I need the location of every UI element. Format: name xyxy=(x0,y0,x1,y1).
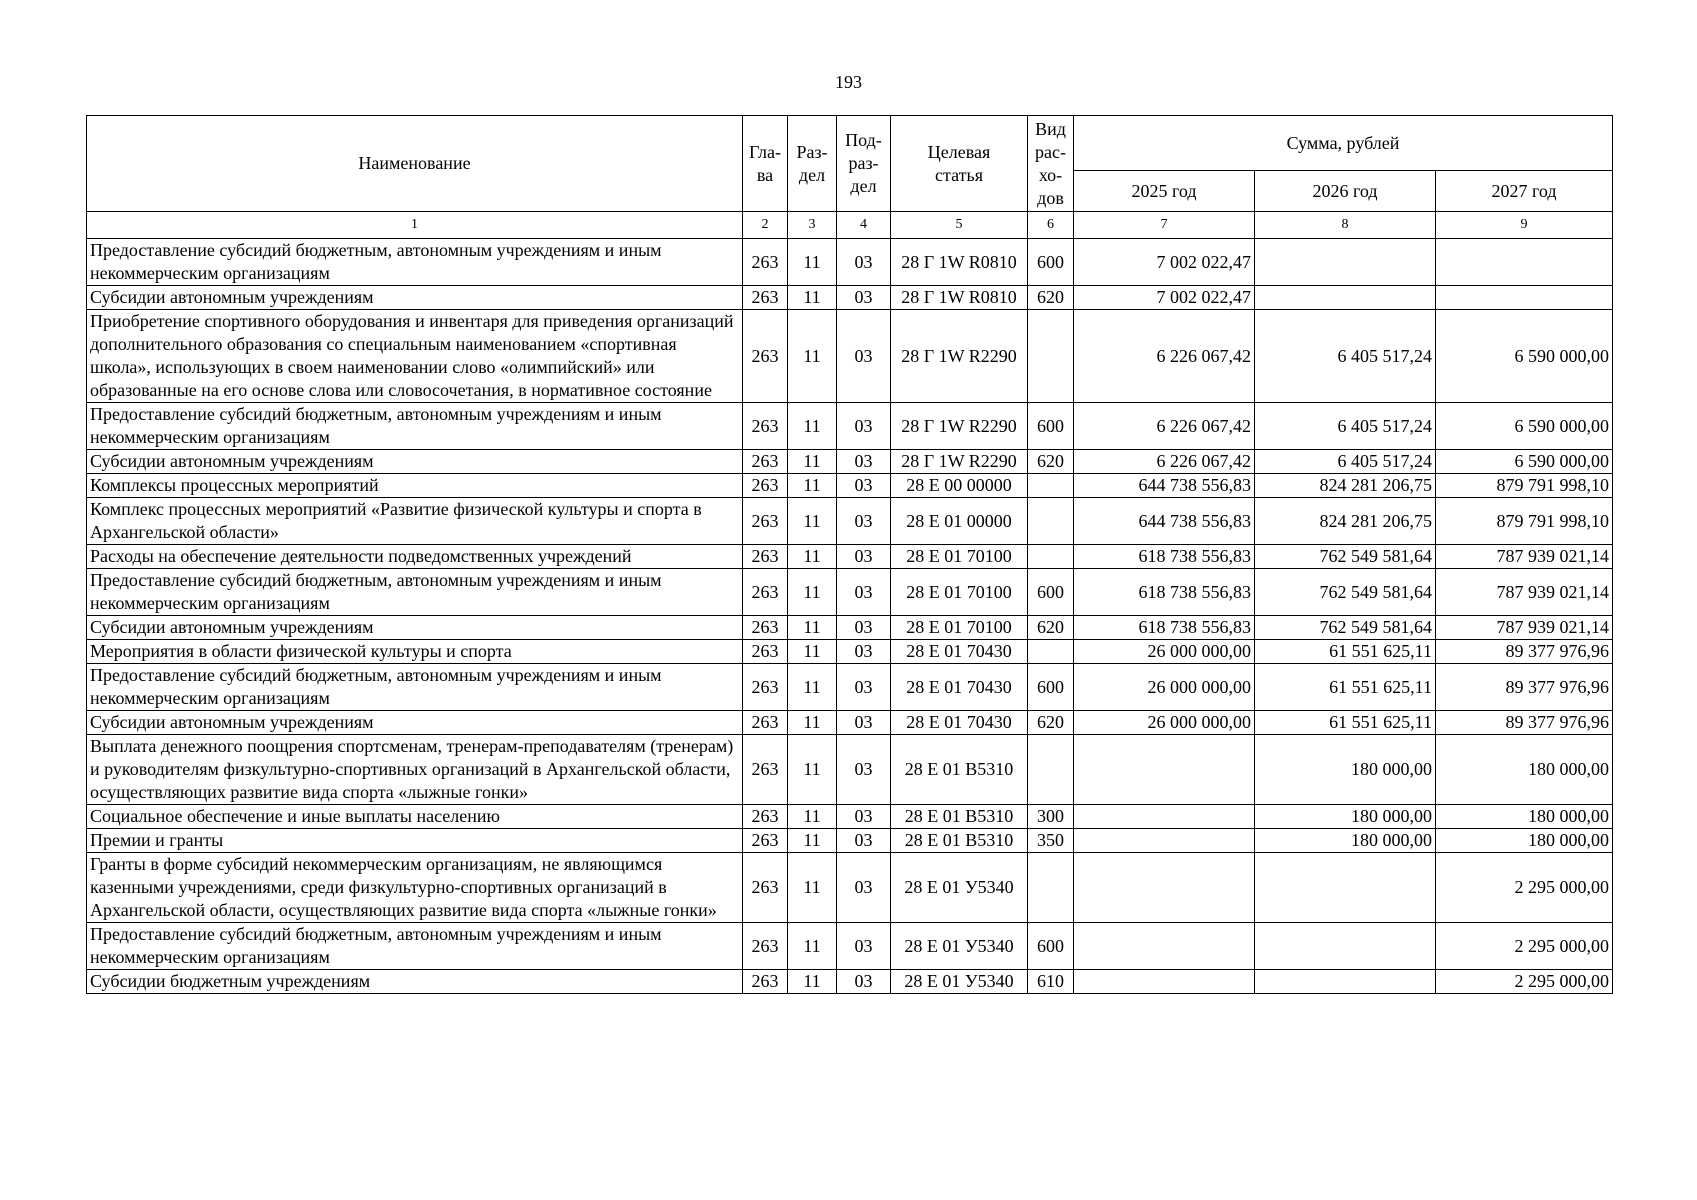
row-section: 11 xyxy=(788,829,837,853)
row-target-article: 28 Е 01 В5310 xyxy=(891,735,1028,805)
row-target-article: 28 Е 01 У5340 xyxy=(891,923,1028,970)
column-number: 5 xyxy=(891,212,1028,239)
row-section: 11 xyxy=(788,970,837,994)
row-amount-2025 xyxy=(1074,923,1255,970)
row-target-article: 28 Г 1W R2290 xyxy=(891,450,1028,474)
row-amount-2025: 6 226 067,42 xyxy=(1074,403,1255,450)
row-target-article: 28 Е 01 70430 xyxy=(891,640,1028,664)
row-name: Субсидии автономным учреждениям xyxy=(87,450,743,474)
row-amount-2026: 61 551 625,11 xyxy=(1255,711,1436,735)
table-row xyxy=(87,498,1613,545)
row-amount-2025: 618 738 556,83 xyxy=(1074,569,1255,616)
row-section: 11 xyxy=(788,569,837,616)
row-amount-2025: 6 226 067,42 xyxy=(1074,310,1255,403)
row-subsection: 03 xyxy=(837,664,891,711)
row-expense-type: 600 xyxy=(1028,569,1074,616)
row-chapter: 263 xyxy=(743,970,788,994)
table-row xyxy=(87,640,1613,664)
row-amount-2026: 61 551 625,11 xyxy=(1255,664,1436,711)
row-amount-2025 xyxy=(1074,829,1255,853)
row-subsection: 03 xyxy=(837,640,891,664)
row-target-article: 28 Г 1W R2290 xyxy=(891,403,1028,450)
row-subsection: 03 xyxy=(837,498,891,545)
table-row xyxy=(87,239,1613,286)
row-subsection: 03 xyxy=(837,711,891,735)
row-expense-type: 600 xyxy=(1028,923,1074,970)
row-target-article: 28 Е 01 70430 xyxy=(891,711,1028,735)
row-section: 11 xyxy=(788,310,837,403)
row-subsection: 03 xyxy=(837,310,891,403)
row-chapter: 263 xyxy=(743,805,788,829)
row-amount-2025: 26 000 000,00 xyxy=(1074,711,1255,735)
row-name: Комплексы процессных мероприятий xyxy=(87,474,743,498)
row-subsection: 03 xyxy=(837,735,891,805)
row-chapter: 263 xyxy=(743,853,788,923)
table-row xyxy=(87,310,1613,403)
row-amount-2026: 6 405 517,24 xyxy=(1255,310,1436,403)
row-name: Выплата денежного поощрения спортсменам, тренерам-преподавателям (тренерам) и руководителям физкультурно-спортивных организаций в Архангельской области, осуществляющих развитие вида спорта «лыжные гонки» xyxy=(87,735,743,805)
row-target-article: 28 Г 1W R0810 xyxy=(891,286,1028,310)
row-subsection: 03 xyxy=(837,239,891,286)
column-number: 7 xyxy=(1074,212,1255,239)
row-name: Приобретение спортивного оборудования и инвентаря для приведения организаций дополнительного образования со специальным наименованием «спортивная школа», использующих в своем наименовании слово «олимпийский» или образованные на его основе слова или словосочетания, в нормативное состояние xyxy=(87,310,743,403)
page-number: 193 xyxy=(835,72,862,92)
column-number: 1 xyxy=(87,212,743,239)
row-amount-2027 xyxy=(1436,239,1613,286)
row-expense-type: 620 xyxy=(1028,711,1074,735)
row-target-article: 28 Е 01 00000 xyxy=(891,498,1028,545)
row-target-article: 28 Е 01 У5340 xyxy=(891,970,1028,994)
table-row xyxy=(87,805,1613,829)
row-amount-2025 xyxy=(1074,853,1255,923)
row-target-article: 28 Е 01 70430 xyxy=(891,664,1028,711)
row-expense-type: 600 xyxy=(1028,239,1074,286)
row-expense-type xyxy=(1028,640,1074,664)
row-amount-2025: 618 738 556,83 xyxy=(1074,545,1255,569)
row-amount-2026: 824 281 206,75 xyxy=(1255,498,1436,545)
row-target-article: 28 Е 01 70100 xyxy=(891,569,1028,616)
row-amount-2027: 6 590 000,00 xyxy=(1436,310,1613,403)
row-section: 11 xyxy=(788,640,837,664)
row-expense-type xyxy=(1028,545,1074,569)
row-chapter: 263 xyxy=(743,829,788,853)
row-subsection: 03 xyxy=(837,829,891,853)
row-amount-2026 xyxy=(1255,286,1436,310)
row-target-article: 28 Е 00 00000 xyxy=(891,474,1028,498)
header-year-2025: 2025 год xyxy=(1074,171,1255,212)
header-sum: Сумма, рублей xyxy=(1074,116,1613,171)
row-target-article: 28 Е 01 У5340 xyxy=(891,853,1028,923)
row-amount-2027: 879 791 998,10 xyxy=(1436,474,1613,498)
row-section: 11 xyxy=(788,403,837,450)
row-subsection: 03 xyxy=(837,403,891,450)
row-section: 11 xyxy=(788,545,837,569)
row-amount-2027: 2 295 000,00 xyxy=(1436,970,1613,994)
table-row xyxy=(87,970,1613,994)
header-row-1 xyxy=(87,116,1613,171)
row-amount-2026 xyxy=(1255,970,1436,994)
row-chapter: 263 xyxy=(743,474,788,498)
row-expense-type: 610 xyxy=(1028,970,1074,994)
row-expense-type xyxy=(1028,853,1074,923)
row-name: Субсидии бюджетным учреждениям xyxy=(87,970,743,994)
row-expense-type: 620 xyxy=(1028,450,1074,474)
row-chapter: 263 xyxy=(743,403,788,450)
column-number: 6 xyxy=(1028,212,1074,239)
row-section: 11 xyxy=(788,711,837,735)
row-chapter: 263 xyxy=(743,310,788,403)
column-number: 3 xyxy=(788,212,837,239)
row-subsection: 03 xyxy=(837,474,891,498)
row-expense-type: 350 xyxy=(1028,829,1074,853)
row-amount-2026 xyxy=(1255,923,1436,970)
row-amount-2025: 26 000 000,00 xyxy=(1074,664,1255,711)
column-number: 8 xyxy=(1255,212,1436,239)
row-subsection: 03 xyxy=(837,545,891,569)
row-name: Социальное обеспечение и иные выплаты населению xyxy=(87,805,743,829)
column-number: 2 xyxy=(743,212,788,239)
row-subsection: 03 xyxy=(837,923,891,970)
row-section: 11 xyxy=(788,474,837,498)
row-subsection: 03 xyxy=(837,805,891,829)
row-amount-2026: 6 405 517,24 xyxy=(1255,450,1436,474)
row-amount-2027: 6 590 000,00 xyxy=(1436,450,1613,474)
row-expense-type xyxy=(1028,498,1074,545)
row-amount-2026: 180 000,00 xyxy=(1255,805,1436,829)
row-chapter: 263 xyxy=(743,711,788,735)
row-chapter: 263 xyxy=(743,545,788,569)
row-expense-type: 600 xyxy=(1028,664,1074,711)
header-target-article: Целевая статья xyxy=(891,116,1028,212)
row-amount-2026: 762 549 581,64 xyxy=(1255,569,1436,616)
row-section: 11 xyxy=(788,664,837,711)
header-year-2027: 2027 год xyxy=(1436,171,1613,212)
row-name: Комплекс процессных мероприятий «Развитие физической культуры и спорта в Архангельской области» xyxy=(87,498,743,545)
column-number-row xyxy=(87,212,1613,239)
row-amount-2025: 644 738 556,83 xyxy=(1074,474,1255,498)
row-name: Мероприятия в области физической культуры и спорта xyxy=(87,640,743,664)
table-row xyxy=(87,403,1613,450)
row-amount-2027: 2 295 000,00 xyxy=(1436,923,1613,970)
row-chapter: 263 xyxy=(743,239,788,286)
row-chapter: 263 xyxy=(743,923,788,970)
row-amount-2027: 180 000,00 xyxy=(1436,829,1613,853)
row-subsection: 03 xyxy=(837,616,891,640)
row-expense-type xyxy=(1028,474,1074,498)
row-chapter: 263 xyxy=(743,450,788,474)
row-chapter: 263 xyxy=(743,569,788,616)
row-amount-2027: 879 791 998,10 xyxy=(1436,498,1613,545)
row-amount-2027: 787 939 021,14 xyxy=(1436,616,1613,640)
row-amount-2027: 89 377 976,96 xyxy=(1436,664,1613,711)
row-target-article: 28 Е 01 В5310 xyxy=(891,805,1028,829)
row-name: Субсидии автономным учреждениям xyxy=(87,286,743,310)
column-number: 9 xyxy=(1436,212,1613,239)
table-row xyxy=(87,853,1613,923)
row-amount-2026: 824 281 206,75 xyxy=(1255,474,1436,498)
row-name: Субсидии автономным учреждениям xyxy=(87,711,743,735)
header-year-2026: 2026 год xyxy=(1255,171,1436,212)
row-amount-2025 xyxy=(1074,735,1255,805)
header-name: Наименование xyxy=(87,116,743,212)
row-subsection: 03 xyxy=(837,569,891,616)
row-target-article: 28 Г 1W R0810 xyxy=(891,239,1028,286)
row-section: 11 xyxy=(788,923,837,970)
budget-table xyxy=(86,115,1613,994)
row-section: 11 xyxy=(788,805,837,829)
row-amount-2027: 180 000,00 xyxy=(1436,735,1613,805)
table-row xyxy=(87,286,1613,310)
row-amount-2027: 787 939 021,14 xyxy=(1436,569,1613,616)
row-amount-2026 xyxy=(1255,239,1436,286)
table-row xyxy=(87,616,1613,640)
row-chapter: 263 xyxy=(743,286,788,310)
row-expense-type xyxy=(1028,310,1074,403)
header-expense-type: Вид рас- хо- дов xyxy=(1028,116,1074,212)
row-amount-2025 xyxy=(1074,970,1255,994)
row-target-article: 28 Г 1W R2290 xyxy=(891,310,1028,403)
row-section: 11 xyxy=(788,853,837,923)
row-amount-2027 xyxy=(1436,286,1613,310)
row-expense-type: 600 xyxy=(1028,403,1074,450)
row-name: Гранты в форме субсидий некоммерческим организациям, не являющимся казенными учреждениями, среди физкультурно-спортивных организаций в Архангельской области, осуществляющих развитие вида спорта «лыжные гонки» xyxy=(87,853,743,923)
row-amount-2026 xyxy=(1255,853,1436,923)
table-row xyxy=(87,735,1613,805)
row-expense-type: 620 xyxy=(1028,286,1074,310)
row-amount-2027: 6 590 000,00 xyxy=(1436,403,1613,450)
header-chapter: Гла- ва xyxy=(743,116,788,212)
header-section: Раз- дел xyxy=(788,116,837,212)
row-amount-2025: 26 000 000,00 xyxy=(1074,640,1255,664)
row-name: Предоставление субсидий бюджетным, автономным учреждениям и иным некоммерческим организациям xyxy=(87,569,743,616)
table-row xyxy=(87,545,1613,569)
row-name: Предоставление субсидий бюджетным, автономным учреждениям и иным некоммерческим организациям xyxy=(87,239,743,286)
row-amount-2025: 7 002 022,47 xyxy=(1074,239,1255,286)
row-section: 11 xyxy=(788,450,837,474)
row-target-article: 28 Е 01 70100 xyxy=(891,616,1028,640)
row-amount-2026: 762 549 581,64 xyxy=(1255,616,1436,640)
row-subsection: 03 xyxy=(837,450,891,474)
table-row xyxy=(87,569,1613,616)
row-name: Премии и гранты xyxy=(87,829,743,853)
row-amount-2026: 6 405 517,24 xyxy=(1255,403,1436,450)
table-row xyxy=(87,474,1613,498)
row-name: Субсидии автономным учреждениям xyxy=(87,616,743,640)
row-chapter: 263 xyxy=(743,664,788,711)
table-row xyxy=(87,923,1613,970)
table-row xyxy=(87,829,1613,853)
table-row xyxy=(87,450,1613,474)
row-chapter: 263 xyxy=(743,735,788,805)
row-amount-2025: 6 226 067,42 xyxy=(1074,450,1255,474)
column-number: 4 xyxy=(837,212,891,239)
row-expense-type: 300 xyxy=(1028,805,1074,829)
row-section: 11 xyxy=(788,616,837,640)
row-subsection: 03 xyxy=(837,970,891,994)
row-amount-2026: 180 000,00 xyxy=(1255,735,1436,805)
row-subsection: 03 xyxy=(837,853,891,923)
row-section: 11 xyxy=(788,498,837,545)
row-name: Предоставление субсидий бюджетным, автономным учреждениям и иным некоммерческим организациям xyxy=(87,923,743,970)
row-amount-2025: 644 738 556,83 xyxy=(1074,498,1255,545)
row-amount-2027: 787 939 021,14 xyxy=(1436,545,1613,569)
row-expense-type xyxy=(1028,735,1074,805)
row-target-article: 28 Е 01 70100 xyxy=(891,545,1028,569)
row-amount-2025 xyxy=(1074,805,1255,829)
table-row xyxy=(87,711,1613,735)
row-name: Предоставление субсидий бюджетным, автономным учреждениям и иным некоммерческим организациям xyxy=(87,403,743,450)
row-amount-2027: 2 295 000,00 xyxy=(1436,853,1613,923)
row-amount-2026: 180 000,00 xyxy=(1255,829,1436,853)
row-target-article: 28 Е 01 В5310 xyxy=(891,829,1028,853)
row-subsection: 03 xyxy=(837,286,891,310)
table-row xyxy=(87,664,1613,711)
row-section: 11 xyxy=(788,239,837,286)
row-chapter: 263 xyxy=(743,616,788,640)
row-name: Расходы на обеспечение деятельности подведомственных учреждений xyxy=(87,545,743,569)
row-expense-type: 620 xyxy=(1028,616,1074,640)
row-name: Предоставление субсидий бюджетным, автономным учреждениям и иным некоммерческим организациям xyxy=(87,664,743,711)
row-amount-2027: 89 377 976,96 xyxy=(1436,711,1613,735)
row-amount-2026: 61 551 625,11 xyxy=(1255,640,1436,664)
row-section: 11 xyxy=(788,286,837,310)
row-amount-2027: 89 377 976,96 xyxy=(1436,640,1613,664)
row-chapter: 263 xyxy=(743,498,788,545)
row-amount-2026: 762 549 581,64 xyxy=(1255,545,1436,569)
row-amount-2025: 618 738 556,83 xyxy=(1074,616,1255,640)
row-section: 11 xyxy=(788,735,837,805)
header-subsection: Под- раз- дел xyxy=(837,116,891,212)
row-amount-2025: 7 002 022,47 xyxy=(1074,286,1255,310)
row-amount-2027: 180 000,00 xyxy=(1436,805,1613,829)
row-chapter: 263 xyxy=(743,640,788,664)
